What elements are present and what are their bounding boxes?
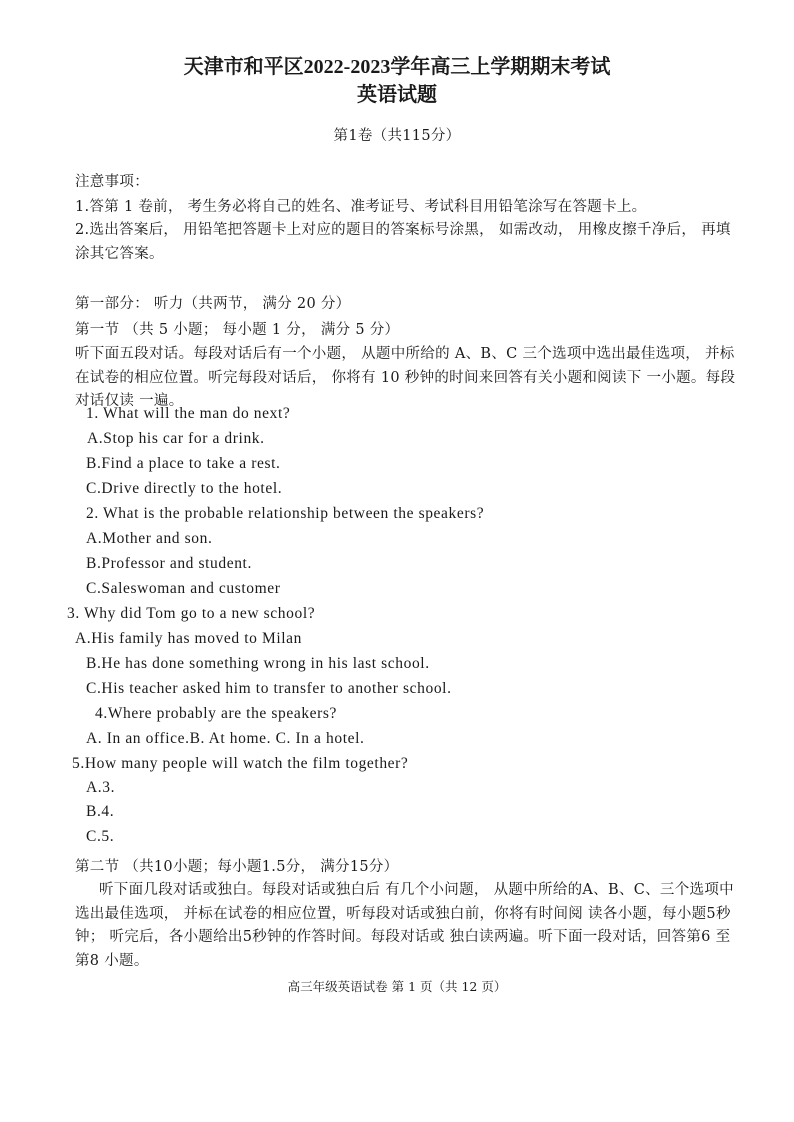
q3-option-a: A.His family has moved to Milan xyxy=(75,630,302,647)
q2-option-c: C.Saleswoman and customer xyxy=(86,580,281,597)
page-footer: 高三年级英语试卷 第 1 页（共 12 页） xyxy=(287,979,507,994)
q2-option-b: B.Professor and student. xyxy=(86,555,252,572)
notice-heading: 注意事项： xyxy=(75,174,149,190)
q3-stem: 3. Why did Tom go to a new school? xyxy=(67,605,316,622)
q1-option-b: B.Find a place to take a rest. xyxy=(86,455,281,472)
q3-option-b: B.He has done something wrong in his last school. xyxy=(86,655,430,672)
section1-heading: 第一节 （共 5 小题； 每小题 1 分， 满分 5 分） xyxy=(75,322,400,338)
q5-option-c: C.5. xyxy=(86,828,115,845)
q1-stem: 1. What will the man do next? xyxy=(86,405,291,422)
notice-item-1: 1.答第 1 卷前， 考生务必将自己的姓名、准考证号、考试科目用铅笔涂写在答题卡上。 xyxy=(75,199,647,215)
section2-heading: 第二节 （共10小题；每小题1.5分， 满分15分） xyxy=(75,859,399,875)
q2-option-a: A.Mother and son. xyxy=(86,530,213,547)
section1-instructions: 听下面五段对话。每段对话后有一个小题， 从题中所给的 A、B、C 三个选项中选出最佳选项， 并标在试卷的相应位置。听完每段对话后， 你将有 10 秒钟的时间来回答有关小题和阅读下 一小题。每段对话仅读 一遍。 xyxy=(75,346,736,409)
notice-item-2: 2.选出答案后， 用铅笔把答题卡上对应的题目的答案标号涂黑， 如需改动， 用橡皮擦千净后， 再填涂其它答案。 xyxy=(75,222,731,262)
part1-heading: 第一部分： 听力（共两节， 满分 20 分） xyxy=(75,296,351,312)
q5-option-b: B.4. xyxy=(86,803,115,820)
exam-title: 天津市和平区2022-2023学年高三上学期期末考试 xyxy=(183,56,611,78)
q4-stem: 4.Where probably are the speakers? xyxy=(95,705,338,722)
exam-subject: 英语试题 xyxy=(357,84,437,106)
q5-stem: 5.How many people will watch the film together? xyxy=(72,755,409,772)
q4-options: A. In an office.B. At home. C. In a hotel. xyxy=(86,730,365,747)
q5-option-a: A.3. xyxy=(86,779,116,796)
volume-label: 第1卷（共115分） xyxy=(333,128,461,144)
q3-option-c: C.His teacher asked him to transfer to another school. xyxy=(86,680,452,697)
section2-instructions: 听下面几段对话或独白。每段对话或独白后 有几个小问题， 从题中所给的A、B、C、三个选项中选出最佳选项， 并标在试卷的相应位置，听每段对话或独白前，你将有时间阅 读各小题，每小题5秒钟； 听完后，各小题给出5秒钟的作答时间。每段对话或 独白读两遍。听下面一段对话，回答第6 至第8 小题。 xyxy=(75,882,734,969)
q1-option-c: C.Drive directly to the hotel. xyxy=(86,480,283,497)
q2-stem: 2. What is the probable relationship between the speakers? xyxy=(86,505,485,522)
q1-option-a: A.Stop his car for a drink. xyxy=(87,430,265,447)
